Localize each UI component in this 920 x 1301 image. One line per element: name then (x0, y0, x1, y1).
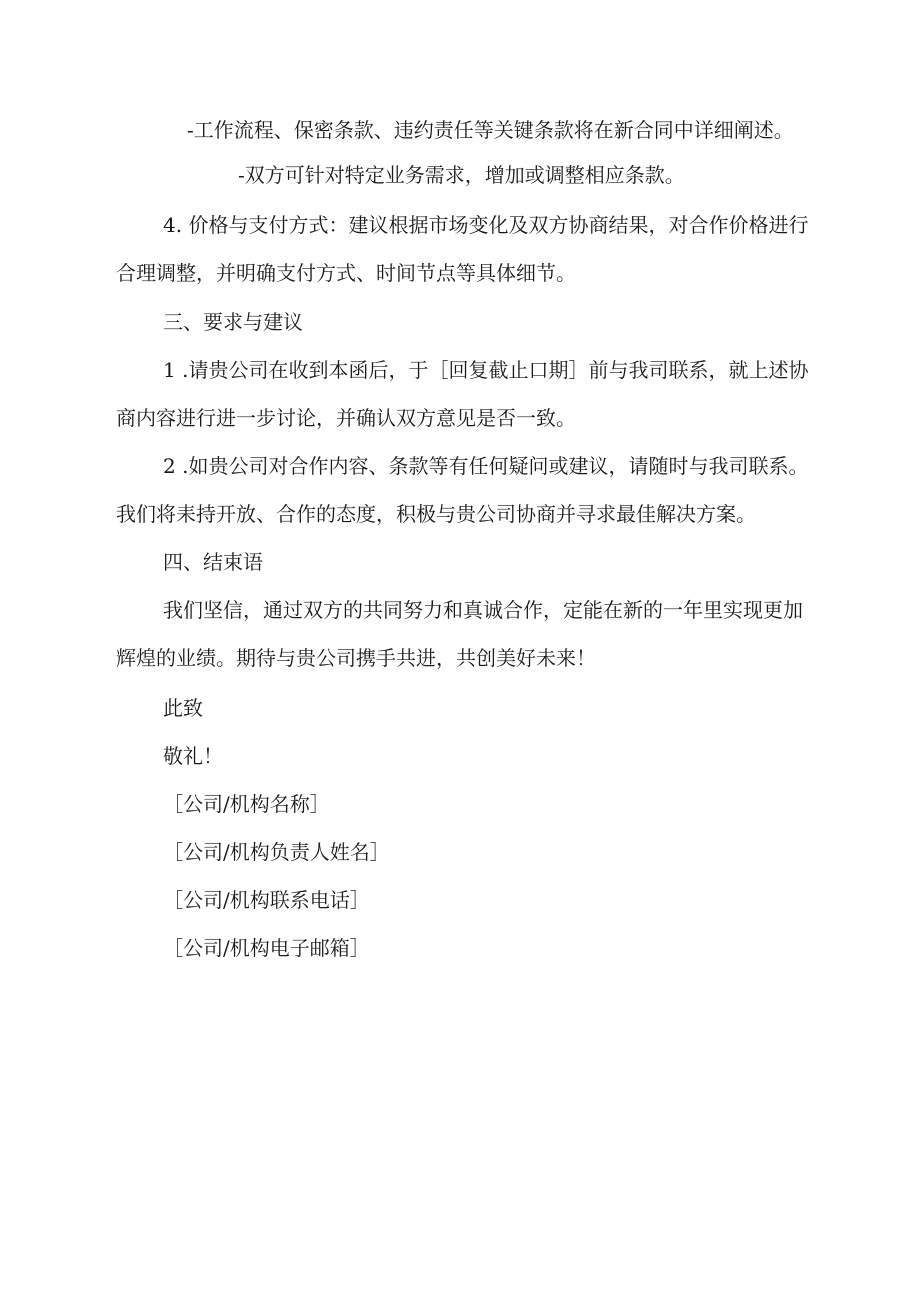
requirement-1-cont: 商内容进行进一步讨论，并确认双方意见是否一致。 (116, 406, 576, 430)
closing-paragraph: 我们坚信，通过双方的共同努力和真诚合作，定能在新的一年里实现更加 (163, 598, 803, 622)
closing-paragraph-cont: 辉煌的业绩。期待与贵公司携手共进，共创美好未来！ (116, 646, 596, 670)
item-price-payment-cont: 合理调整，并明确支付方式、时间节点等具体细节。 (116, 261, 576, 285)
salutation-cizhi: 此致 (163, 696, 203, 720)
signature-company-name: ［公司/机构名称］ (163, 792, 330, 816)
requirement-2: 2 .如贵公司对合作内容、条款等有任何疑问或建议，请随时与我司联系。 (163, 454, 809, 478)
section-heading-closing: 四、结束语 (163, 550, 263, 574)
signature-responsible-person: ［公司/机构负责人姓名］ (163, 840, 390, 864)
signature-contact-phone: ［公司/机构联系电话］ (163, 888, 370, 912)
bullet-adjust-clauses: -双方可针对特定业务需求，增加或调整相应条款。 (238, 163, 685, 187)
requirement-1: 1 .请贵公司在收到本函后，于［回复截止口期］前与我司联系，就上述协 (163, 358, 809, 382)
requirement-2-cont: 我们将耒持开放、合作的态度，积极与贵公司协商并寻求最佳解决方案。 (116, 502, 756, 526)
bullet-workflow-clauses: -工作流程、保密条款、违约责任等关键条款将在新合同中详细阐述。 (187, 118, 794, 142)
item-price-payment: 4. 价格与支付方式：建议根据市场变化及双方协商结果，对合作价格进行 (163, 213, 809, 237)
section-heading-requirements: 三、要求与建议 (163, 310, 303, 334)
signature-email: ［公司/机构电子邮箱］ (163, 936, 370, 960)
salutation-jingli: 敬礼！ (163, 744, 223, 768)
